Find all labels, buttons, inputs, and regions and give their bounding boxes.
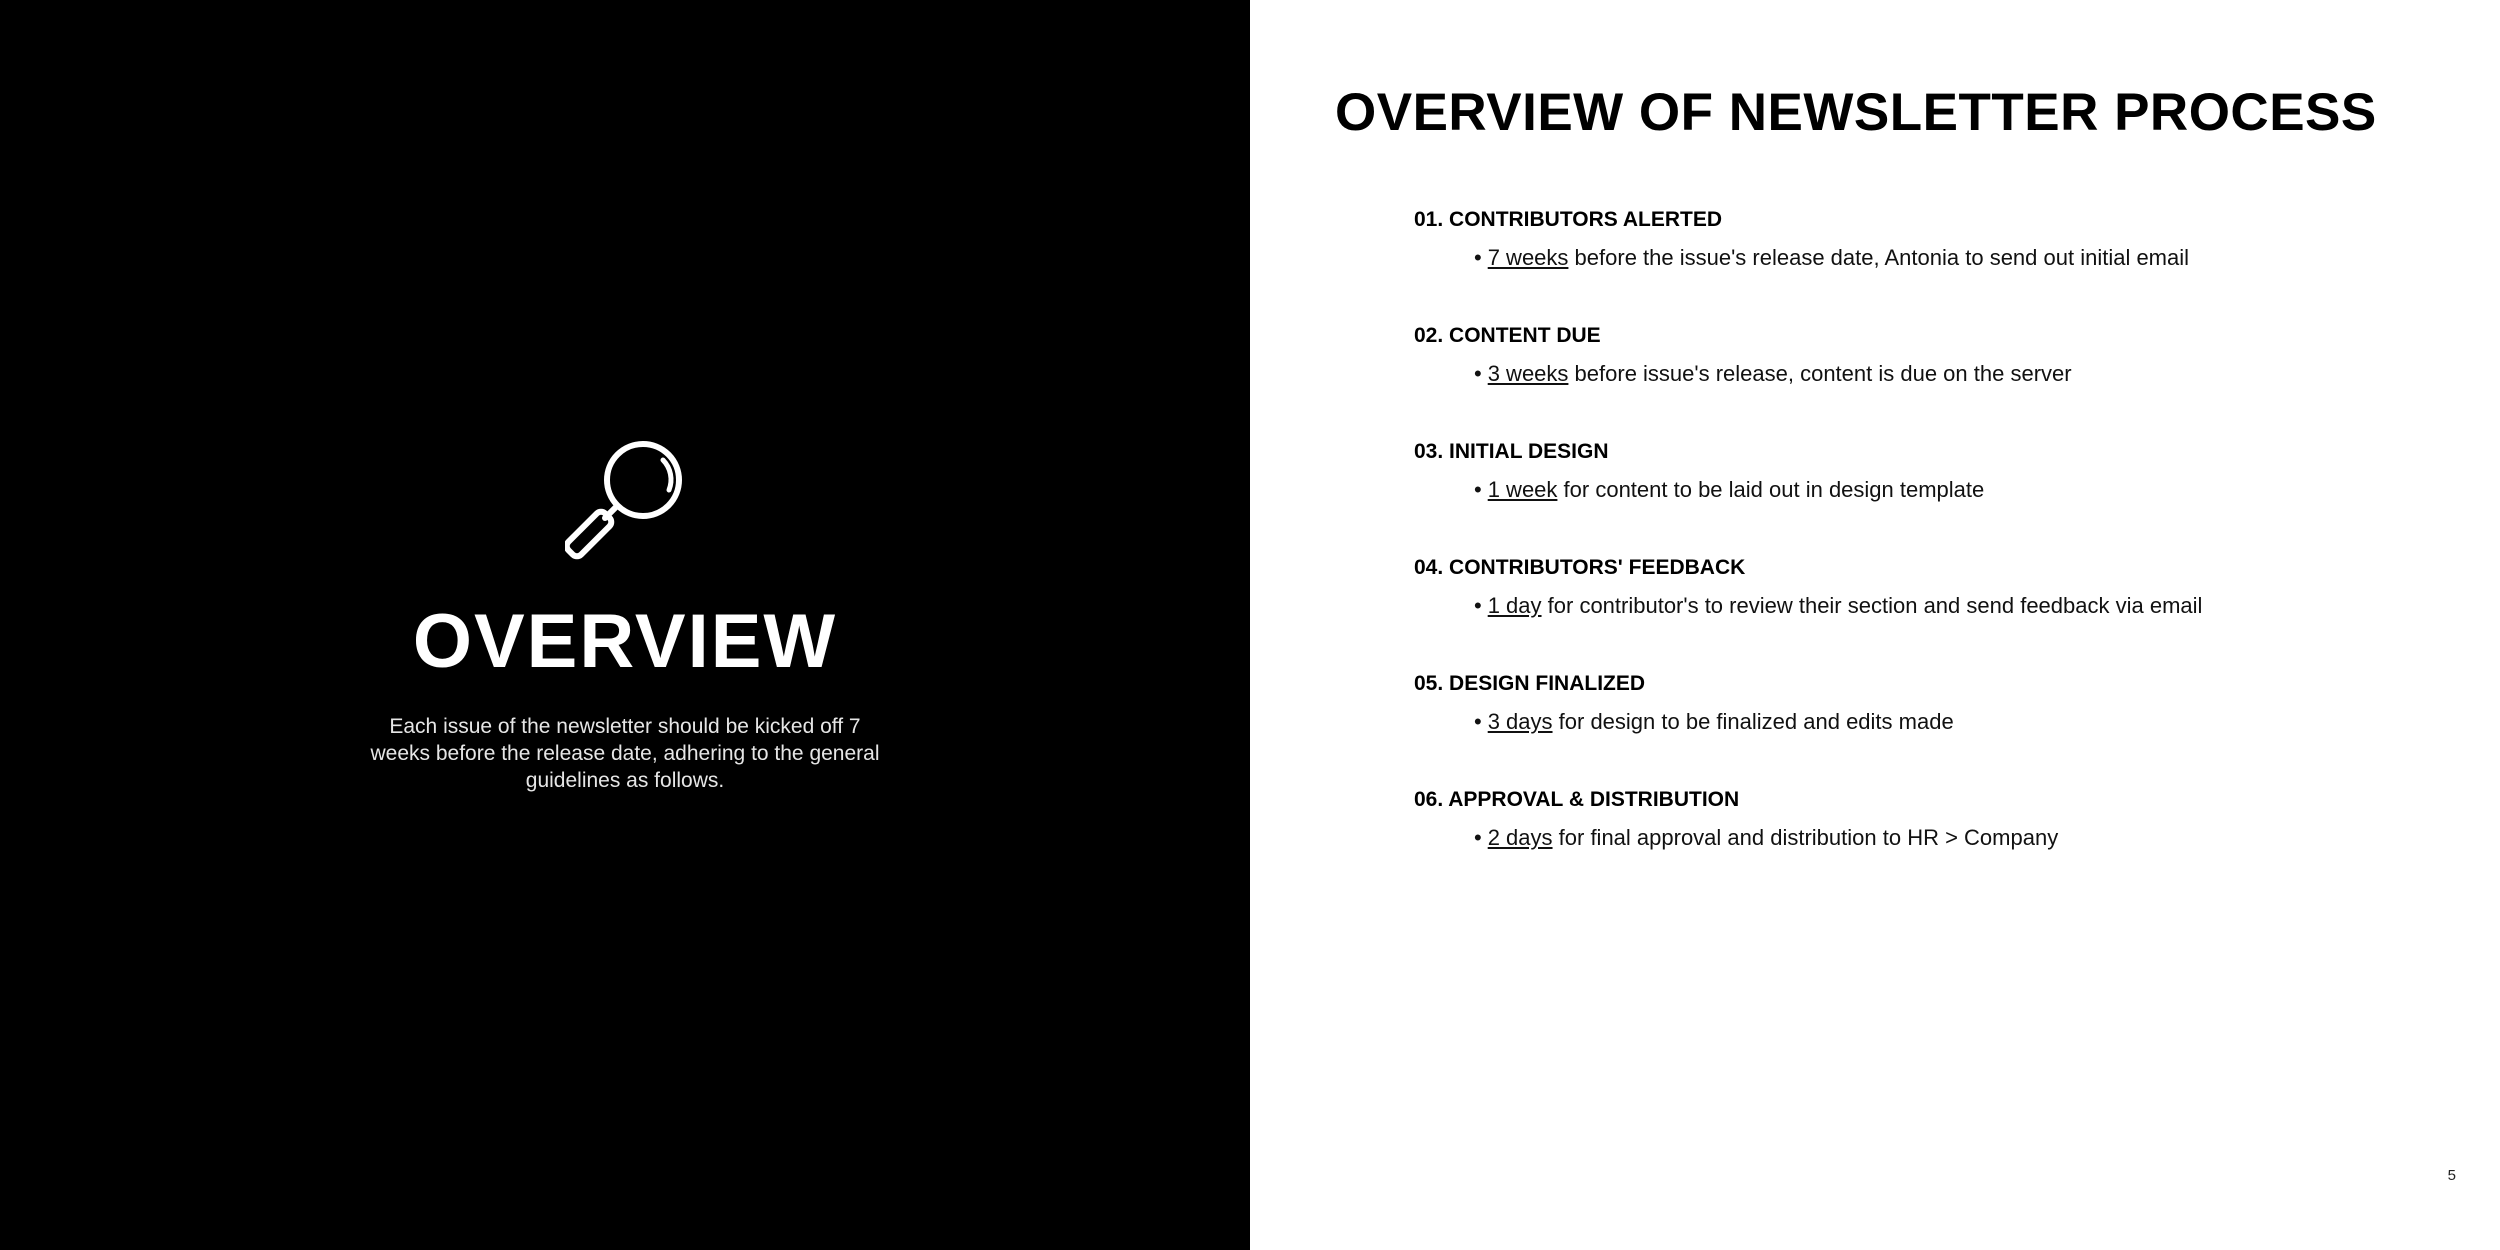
step-duration: 1 week [1487,477,1558,502]
step-duration: 3 weeks [1487,361,1569,386]
step-description: for contributor's to review their section and send feedback via email [1547,593,2203,618]
step-title: 04. CONTRIBUTORS' FEEDBACK [1414,556,1746,579]
bullet: • [1474,477,1482,502]
process-step [1414,553,2454,621]
bullet: • [1474,593,1482,618]
step-detail [1414,359,2454,389]
magnifying-glass-icon [565,436,689,560]
step-title: 02. CONTENT DUE [1414,324,1601,347]
bullet: • [1474,361,1482,386]
step-detail [1414,475,2454,505]
bullet: • [1474,825,1482,850]
step-duration: 2 days [1487,825,1553,850]
step-detail [1414,243,2454,273]
bullet: • [1474,245,1482,270]
step-title: 05. DESIGN FINALIZED [1414,672,1646,695]
bullet: • [1474,709,1482,734]
overview-description: Each issue of the newsletter should be kicked off 7 weeks before the release date, adhering to the general guidelines as follows. [370,715,880,792]
step-description: before issue's release, content is due on the server [1574,361,2072,386]
step-detail [1414,591,2454,621]
page-number: 5 [2447,1167,2456,1184]
step-description: for content to be laid out in design template [1563,477,1985,502]
step-title: 01. CONTRIBUTORS ALERTED [1414,208,1723,231]
page-title: OVERVIEW OF NEWSLETTER PROCESS [1335,83,2377,142]
step-duration: 3 days [1487,709,1553,734]
right-panel [1250,0,2500,1250]
step-duration: 1 day [1487,593,1542,618]
step-description: before the issue's release date, Antonia to send out initial email [1574,245,2190,270]
process-step [1414,669,2454,737]
step-description: for design to be finalized and edits made [1558,709,1954,734]
step-detail [1414,823,2454,853]
process-step [1414,205,2454,273]
step-description: for final approval and distribution to HR > Company [1558,825,2059,850]
step-detail [1414,707,2454,737]
step-title: 06. APPROVAL & DISTRIBUTION [1414,788,1740,811]
step-title: 03. INITIAL DESIGN [1414,440,1609,463]
process-step [1414,437,2454,505]
process-step [1414,785,2454,853]
process-step [1414,321,2454,389]
overview-heading: OVERVIEW [412,599,838,684]
step-duration: 7 weeks [1487,245,1569,270]
